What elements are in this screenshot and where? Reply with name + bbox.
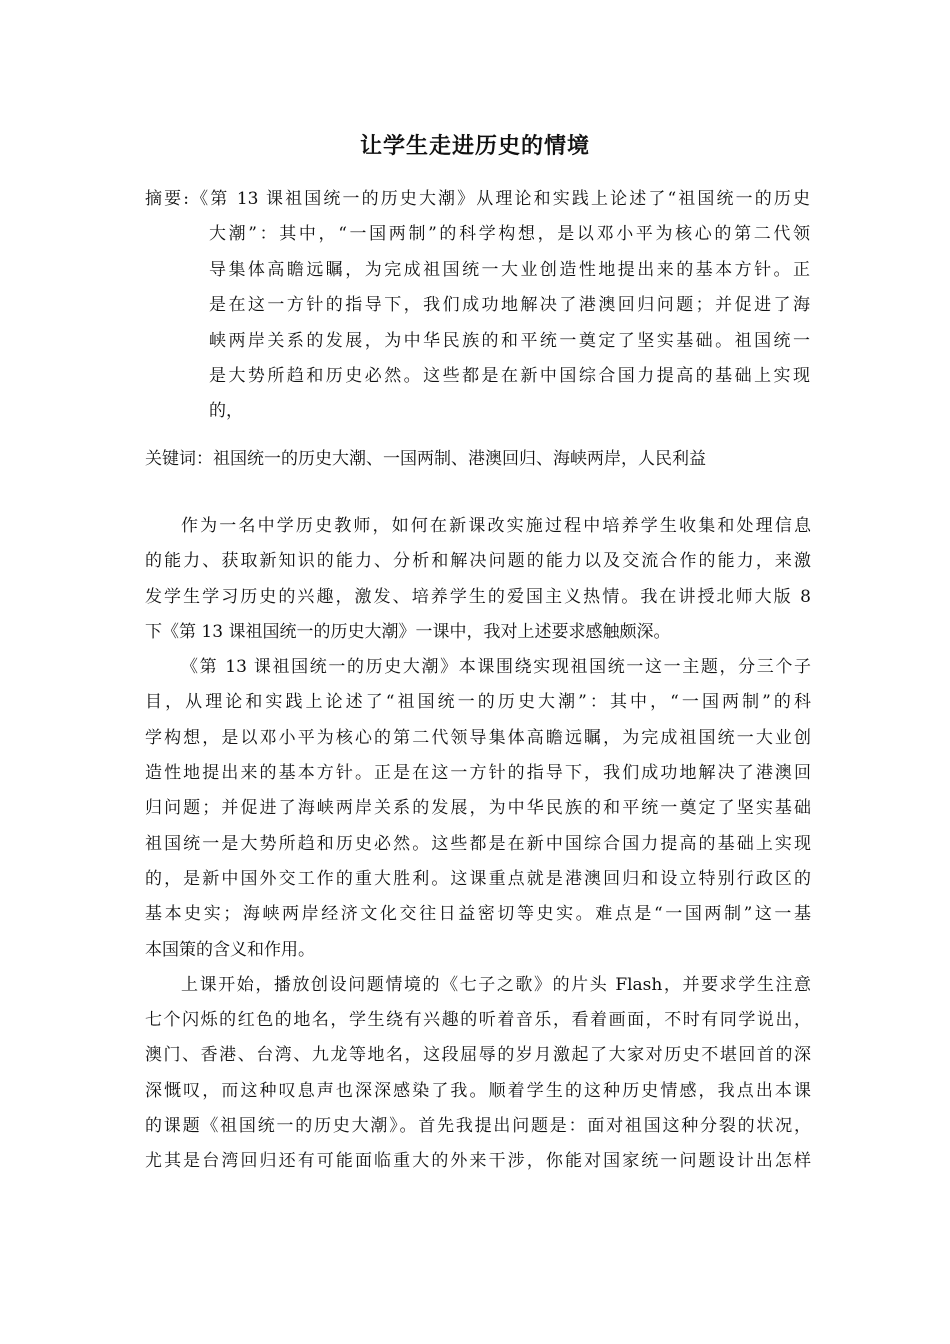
paragraph-line: 作为一名中学历史教师，如何在新课改实施过程中培养学生收集和处理信息 [181,516,811,536]
abstract-line: 的， [209,401,243,422]
paragraph-line: 深慨叹，而这种叹息声也深深感染了我。顺着学生的这种历史情感，我点出本课 [145,1080,811,1101]
paragraph-line: 基本史实；海峡两岸经济文化交往日益密切等史实。难点是“一国两制”这一基 [145,904,811,925]
paragraph-line: 的，是新中国外交工作的重大胜利。这课重点就是港澳回归和设立特别行政区的 [145,868,811,889]
abstract-line: 导集体高瞻远瞩，为完成祖国统一大业创造性地提出来的基本方针。正 [209,259,810,280]
paragraph-line: 发学生学习历史的兴趣，激发、培养学生的爱国主义热情。我在讲授北师大版 8 [145,586,811,607]
paragraph-line: 本国策的含义和作用。 [145,939,315,960]
abstract-line: 摘要:《第 13 课祖国统一的历史大潮》从理论和实践上论述了“祖国统一的历史 [145,189,810,209]
paragraph-line: 《第 13 课祖国统一的历史大潮》本课围绕实现祖国统一这一主题，分三个子 [181,657,811,678]
abstract-line: 是大势所趋和历史必然。这些都是在新中国综合国力提高的基础上实现 [209,366,810,387]
body-text [145,509,811,1180]
paragraph-line: 的能力、获取新知识的能力、分析和解决问题的能力以及交流合作的能力，来激 [145,551,811,572]
paragraph-line: 目，从理论和实践上论述了“祖国统一的历史大潮”：其中，“一国两制”的科 [145,692,811,713]
paragraph-line: 尤其是台湾回归还有可能面临重大的外来干涉，你能对国家统一问题设计出怎样 [145,1151,811,1172]
document-title: 让学生走进历史的情境 [359,134,590,159]
paragraph-line: 的课题《祖国统一的历史大潮》。首先我提出问题是：面对祖国这种分裂的状况， [145,1116,811,1137]
abstract-line: 是在这一方针的指导下，我们成功地解决了港澳回归问题；并促进了海 [209,295,810,316]
paragraph-line: 澳门、香港、台湾、九龙等地名，这段屈辱的岁月激起了大家对历史不堪回首的深 [145,1045,811,1066]
abstract-line: 大潮”：其中，“一国两制”的科学构想，是以邓小平为核心的第二代领 [209,224,810,245]
paragraph-line: 学构想，是以邓小平为核心的第二代领导集体高瞻远瞩，为完成祖国统一大业创 [145,727,811,748]
abstract-line: 峡两岸关系的发展，为中华民族的和平统一奠定了坚实基础。祖国统一 [209,330,810,351]
paragraph-line: 下《第 13 课祖国统一的历史大潮》一课中，我对上述要求感触颇深。 [145,621,671,642]
paragraph-line: 祖国统一是大势所趋和历史必然。这些都是在新中国综合国力提高的基础上实现 [145,833,811,854]
paragraph-line: 造性地提出来的基本方针。正是在这一方针的指导下，我们成功地解决了港澳回 [145,763,811,784]
paragraph-line: 上课开始，播放创设问题情境的《七子之歌》的片头 Flash，并要求学生注意 [181,974,811,995]
paragraph-line: 七个闪烁的红色的地名，学生绕有兴趣的听着音乐，看着画面，不时有同学说出， [145,1010,811,1031]
paragraph-line: 归问题；并促进了海峡两岸关系的发展，为中华民族的和平统一奠定了坚实基础 [145,798,811,819]
abstract-block [145,182,810,430]
keywords-line: 关键词：祖国统一的历史大潮、一国两制、港澳回归、海峡两岸，人民利益 [145,449,706,469]
